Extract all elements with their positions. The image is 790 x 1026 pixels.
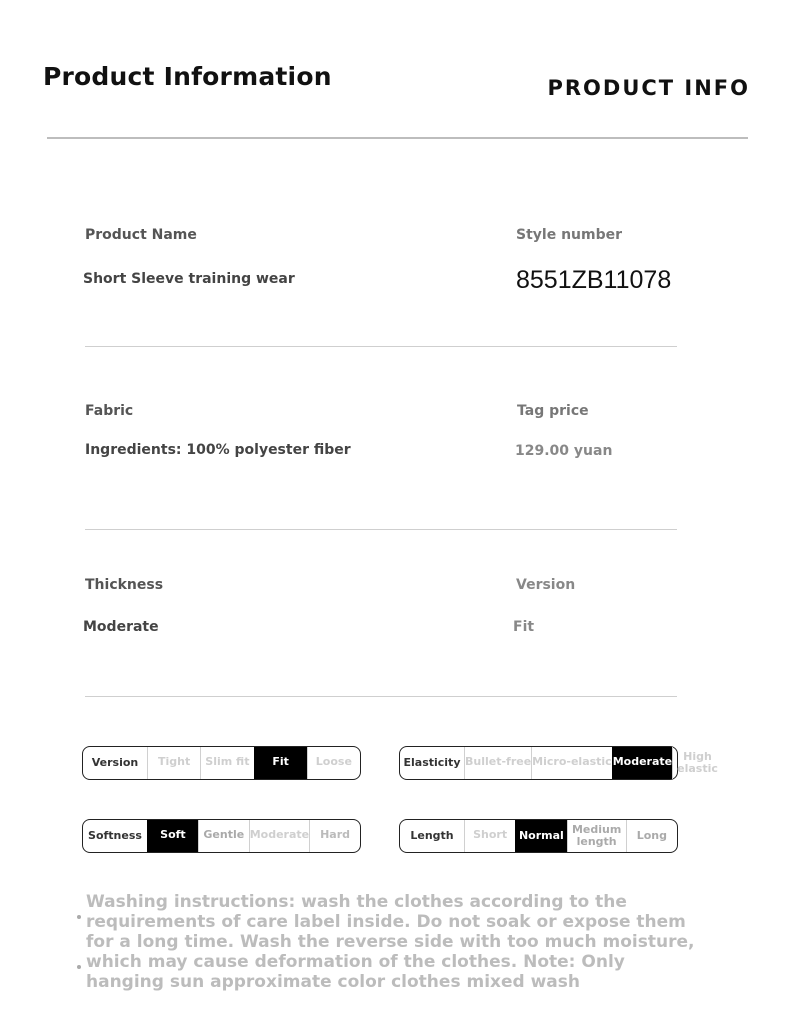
- version-option-tight: Tight: [147, 747, 200, 779]
- length-option-medium-length: Medium length: [567, 820, 626, 852]
- fabric-value: Ingredients: 100% polyester fiber: [85, 442, 351, 458]
- style-number-label: Style number: [516, 227, 623, 243]
- page-title: Product Information: [43, 62, 332, 91]
- length-option-normal: Normal: [515, 820, 566, 852]
- softness-scale: [82, 819, 361, 853]
- elasticity-option-micro-elastic: Micro-elastic: [531, 747, 612, 779]
- softness-option-soft: Soft: [147, 820, 198, 852]
- length-option-short: Short: [464, 820, 515, 852]
- softness-scale-label: Softness: [88, 829, 142, 842]
- bullet-dot: [77, 965, 81, 969]
- length-scale-label: Length: [410, 829, 454, 842]
- tag-price-label: Tag price: [517, 403, 589, 419]
- washing-instructions: Washing instructions: wash the clothes according to the requirements of care label inside. Do not soak or expose them for a long time. Wash the reverse side with too much moisture, which may cause deformation of the clothes. Note: Only hanging sun approximate color clothes mixed wash: [86, 892, 695, 992]
- bullet-dot: [77, 915, 81, 919]
- version-label: Version: [516, 577, 576, 593]
- header-divider: [47, 137, 748, 139]
- version-option-loose: Loose: [307, 747, 360, 779]
- length-option-long: Long: [626, 820, 677, 852]
- section-divider: [85, 696, 677, 697]
- style-number-value: 8551ZB11078: [516, 266, 672, 294]
- thickness-value: Moderate: [83, 619, 159, 635]
- section-divider: [85, 529, 677, 530]
- elasticity-option-moderate: Moderate: [612, 747, 672, 779]
- elasticity-scale-label: Elasticity: [403, 756, 461, 769]
- product-name-label: Product Name: [85, 227, 197, 243]
- product-name-value: Short Sleeve training wear: [83, 271, 295, 287]
- version-scale: [82, 746, 361, 780]
- page-title-english: PRODUCT INFO: [547, 76, 750, 100]
- tag-price-value: 129.00 yuan: [515, 443, 613, 459]
- softness-option-hard: Hard: [309, 820, 360, 852]
- version-value: Fit: [513, 619, 535, 635]
- section-divider: [85, 346, 677, 347]
- elasticity-option-high-elastic: High elastic: [672, 747, 722, 779]
- version-option-slim-fit: Slim fit: [200, 747, 253, 779]
- version-scale-label: Version: [91, 756, 139, 769]
- thickness-label: Thickness: [85, 577, 164, 593]
- length-scale: [399, 819, 678, 853]
- softness-option-moderate: Moderate: [249, 820, 309, 852]
- elasticity-option-bullet-free: Bullet-free: [464, 747, 531, 779]
- elasticity-scale: [399, 746, 718, 780]
- fabric-label: Fabric: [85, 403, 134, 419]
- softness-option-gentle: Gentle: [198, 820, 249, 852]
- version-option-fit: Fit: [254, 747, 307, 779]
